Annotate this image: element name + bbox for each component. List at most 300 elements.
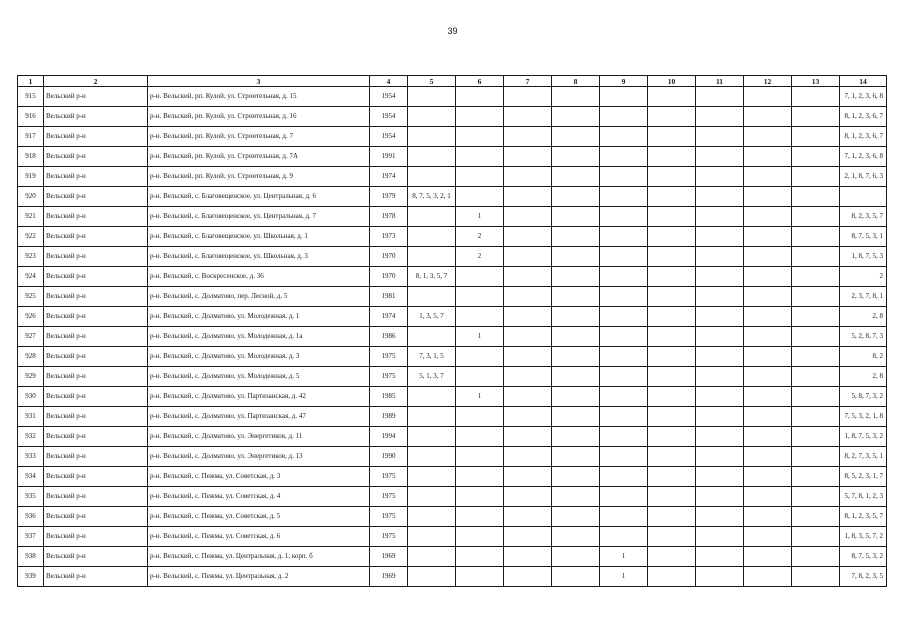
table-cell-col-10 — [648, 467, 696, 487]
table-cell-col-3: р-н. Вельский, рп. Кулой, ул. Строительная, д. 7А — [148, 147, 370, 167]
table-cell-col-13 — [792, 367, 840, 387]
table-cell-col-6 — [456, 407, 504, 427]
column-header-6: 6 — [456, 76, 504, 87]
table-cell-col-6 — [456, 487, 504, 507]
table-cell-col-4: 1969 — [370, 547, 408, 567]
table-cell-col-6 — [456, 467, 504, 487]
table-cell-col-3: р-н. Вельский, с. Долматово, ул. Партизанская, д. 47 — [148, 407, 370, 427]
table-cell-col-2: Вельский р-н — [44, 187, 148, 207]
table-cell-col-5: 8, 7, 5, 3, 2, 1 — [408, 187, 456, 207]
table-cell-col-8 — [552, 467, 600, 487]
table-cell-col-7 — [504, 227, 552, 247]
table-cell-col-3: р-н. Вельский, рп. Кулой, ул. Строительная, д. 9 — [148, 167, 370, 187]
table-row — [18, 527, 887, 547]
table-cell-col-9 — [600, 527, 648, 547]
table-cell-col-13 — [792, 507, 840, 527]
table-row — [18, 487, 887, 507]
table-cell-col-11 — [696, 307, 744, 327]
table-cell-col-9 — [600, 107, 648, 127]
table-cell-col-6: 1 — [456, 327, 504, 347]
table-cell-col-4: 1969 — [370, 567, 408, 587]
table-cell-col-7 — [504, 247, 552, 267]
table-cell-col-6 — [456, 367, 504, 387]
table-cell-col-14: 2, 1, 8, 7, 6, 3 — [840, 167, 887, 187]
table-cell-col-12 — [744, 167, 792, 187]
table-cell-col-8 — [552, 547, 600, 567]
table-cell-col-7 — [504, 427, 552, 447]
table-cell-col-11 — [696, 467, 744, 487]
table-cell-col-5 — [408, 87, 456, 107]
table-cell-col-3: р-н. Вельский, с. Воскресенское, д. 36 — [148, 267, 370, 287]
table-cell-col-1: 937 — [18, 527, 44, 547]
column-header-12: 12 — [744, 76, 792, 87]
table-cell-col-2: Вельский р-н — [44, 387, 148, 407]
table-cell-col-6 — [456, 127, 504, 147]
table-cell-col-4: 1986 — [370, 327, 408, 347]
table-row — [18, 507, 887, 527]
table-cell-col-8 — [552, 247, 600, 267]
table-row — [18, 407, 887, 427]
table-cell-col-14: 2, 8 — [840, 307, 887, 327]
table-body — [18, 87, 887, 587]
table-cell-col-5 — [408, 447, 456, 467]
table-cell-col-1: 929 — [18, 367, 44, 387]
table-cell-col-2: Вельский р-н — [44, 127, 148, 147]
table-cell-col-4: 1991 — [370, 147, 408, 167]
table-cell-col-3: р-н. Вельский, с. Благовещенское, ул. Центральная, д. 7 — [148, 207, 370, 227]
table-cell-col-13 — [792, 267, 840, 287]
table-cell-col-2: Вельский р-н — [44, 527, 148, 547]
table-cell-col-5 — [408, 127, 456, 147]
table-cell-col-1: 928 — [18, 347, 44, 367]
table-cell-col-11 — [696, 127, 744, 147]
table-cell-col-1: 932 — [18, 427, 44, 447]
table-cell-col-11 — [696, 527, 744, 547]
table-cell-col-10 — [648, 427, 696, 447]
table-cell-col-12 — [744, 367, 792, 387]
table-cell-col-12 — [744, 87, 792, 107]
table-cell-col-8 — [552, 367, 600, 387]
table-cell-col-7 — [504, 207, 552, 227]
table-cell-col-1: 920 — [18, 187, 44, 207]
table-cell-col-12 — [744, 227, 792, 247]
table-row — [18, 467, 887, 487]
table-cell-col-9 — [600, 267, 648, 287]
table-cell-col-5: 7, 3, 1, 5 — [408, 347, 456, 367]
table-row — [18, 167, 887, 187]
table-cell-col-7 — [504, 347, 552, 367]
table-cell-col-13 — [792, 347, 840, 367]
table-cell-col-5: 5, 1, 3, 7 — [408, 367, 456, 387]
table-cell-col-11 — [696, 87, 744, 107]
table-cell-col-8 — [552, 287, 600, 307]
table-cell-col-3: р-н. Вельский, с. Благовещенское, ул. Школьная, д. 1 — [148, 227, 370, 247]
table-cell-col-2: Вельский р-н — [44, 227, 148, 247]
table-cell-col-1: 926 — [18, 307, 44, 327]
table-cell-col-6 — [456, 307, 504, 327]
table-cell-col-2: Вельский р-н — [44, 467, 148, 487]
data-table — [17, 75, 887, 587]
table-cell-col-8 — [552, 387, 600, 407]
table-cell-col-4: 1954 — [370, 127, 408, 147]
table-cell-col-5 — [408, 427, 456, 447]
table-cell-col-10 — [648, 407, 696, 427]
table-cell-col-7 — [504, 327, 552, 347]
table-row — [18, 207, 887, 227]
table-cell-col-6: 2 — [456, 247, 504, 267]
table-cell-col-5 — [408, 107, 456, 127]
table-cell-col-14: 8, 1, 2, 3, 5, 7 — [840, 507, 887, 527]
table-cell-col-14: 7, 8, 2, 3, 5 — [840, 567, 887, 587]
table-cell-col-3: р-н. Вельский, с. Долматово, ул. Энергетиков, д. 11 — [148, 427, 370, 447]
table-row — [18, 547, 887, 567]
table-row — [18, 447, 887, 467]
table-cell-col-14: 5, 2, 8, 7, 3 — [840, 327, 887, 347]
table-cell-col-7 — [504, 447, 552, 467]
table-cell-col-11 — [696, 447, 744, 467]
table-cell-col-8 — [552, 327, 600, 347]
column-header-2: 2 — [44, 76, 148, 87]
table-cell-col-3: р-н. Вельский, рп. Кулой, ул. Строительная, д. 16 — [148, 107, 370, 127]
table-cell-col-1: 935 — [18, 487, 44, 507]
table-cell-col-8 — [552, 167, 600, 187]
table-cell-col-2: Вельский р-н — [44, 287, 148, 307]
table-cell-col-12 — [744, 447, 792, 467]
table-cell-col-14: 2, 8 — [840, 367, 887, 387]
table-cell-col-5 — [408, 527, 456, 547]
table-cell-col-4: 1975 — [370, 467, 408, 487]
table-cell-col-7 — [504, 407, 552, 427]
table-cell-col-7 — [504, 527, 552, 547]
column-header-9: 9 — [600, 76, 648, 87]
table-cell-col-3: р-н. Вельский, с. Долматово, ул. Партизанская, д. 42 — [148, 387, 370, 407]
table-header — [18, 76, 887, 87]
table-cell-col-1: 916 — [18, 107, 44, 127]
table-cell-col-3: р-н. Вельский, с. Пежма, ул. Советская, д. 4 — [148, 487, 370, 507]
table-cell-col-5: 8, 1, 3, 5, 7 — [408, 267, 456, 287]
table-row — [18, 367, 887, 387]
table-cell-col-13 — [792, 387, 840, 407]
table-cell-col-11 — [696, 107, 744, 127]
table-cell-col-4: 1975 — [370, 367, 408, 387]
table-cell-col-14: 1, 8, 7, 5, 3, 2 — [840, 427, 887, 447]
table-cell-col-6 — [456, 287, 504, 307]
table-cell-col-4: 1954 — [370, 107, 408, 127]
table-cell-col-11 — [696, 187, 744, 207]
table-cell-col-5 — [408, 487, 456, 507]
table-cell-col-2: Вельский р-н — [44, 327, 148, 347]
table-row — [18, 187, 887, 207]
table-cell-col-9 — [600, 287, 648, 307]
table-cell-col-13 — [792, 227, 840, 247]
table-cell-col-5 — [408, 547, 456, 567]
table-cell-col-1: 918 — [18, 147, 44, 167]
table-cell-col-11 — [696, 147, 744, 167]
table-cell-col-1: 923 — [18, 247, 44, 267]
table-row — [18, 147, 887, 167]
table-cell-col-9 — [600, 327, 648, 347]
table-cell-col-8 — [552, 267, 600, 287]
table-cell-col-13 — [792, 207, 840, 227]
table-cell-col-6 — [456, 527, 504, 547]
table-cell-col-14: 2, 3, 7, 8, 1 — [840, 287, 887, 307]
table-cell-col-5 — [408, 147, 456, 167]
table-cell-col-7 — [504, 507, 552, 527]
table-cell-col-10 — [648, 87, 696, 107]
table-cell-col-3: р-н. Вельский, с. Долматово, пер. Лесной, д. 5 — [148, 287, 370, 307]
table-cell-col-14: 8, 7, 5, 3, 2 — [840, 547, 887, 567]
table-cell-col-9 — [600, 227, 648, 247]
table-cell-col-11 — [696, 167, 744, 187]
table-cell-col-6 — [456, 147, 504, 167]
table-cell-col-10 — [648, 187, 696, 207]
table-cell-col-12 — [744, 467, 792, 487]
table-cell-col-2: Вельский р-н — [44, 147, 148, 167]
table-cell-col-3: р-н. Вельский, с. Долматово, ул. Молодежная, д. 1 — [148, 307, 370, 327]
table-row — [18, 307, 887, 327]
table-cell-col-1: 934 — [18, 467, 44, 487]
table-cell-col-12 — [744, 107, 792, 127]
table-cell-col-13 — [792, 127, 840, 147]
table-cell-col-10 — [648, 107, 696, 127]
column-header-14: 14 — [840, 76, 887, 87]
table-cell-col-12 — [744, 287, 792, 307]
table-cell-col-12 — [744, 307, 792, 327]
table-cell-col-13 — [792, 527, 840, 547]
table-cell-col-11 — [696, 407, 744, 427]
table-cell-col-10 — [648, 127, 696, 147]
table-cell-col-7 — [504, 87, 552, 107]
table-cell-col-4: 1994 — [370, 427, 408, 447]
table-cell-col-10 — [648, 527, 696, 547]
table-cell-col-6 — [456, 87, 504, 107]
table-cell-col-12 — [744, 127, 792, 147]
table-cell-col-2: Вельский р-н — [44, 407, 148, 427]
column-header-1: 1 — [18, 76, 44, 87]
table-cell-col-9 — [600, 87, 648, 107]
table-cell-col-12 — [744, 247, 792, 267]
table-cell-col-8 — [552, 447, 600, 467]
table-cell-col-6 — [456, 347, 504, 367]
table-cell-col-5 — [408, 207, 456, 227]
table-cell-col-12 — [744, 147, 792, 167]
table-row — [18, 327, 887, 347]
table-cell-col-9 — [600, 147, 648, 167]
table-cell-col-7 — [504, 167, 552, 187]
table-cell-col-8 — [552, 107, 600, 127]
table-cell-col-12 — [744, 547, 792, 567]
table-cell-col-13 — [792, 427, 840, 447]
table-cell-col-1: 930 — [18, 387, 44, 407]
table-cell-col-13 — [792, 467, 840, 487]
table-cell-col-7 — [504, 367, 552, 387]
table-cell-col-1: 931 — [18, 407, 44, 427]
table-cell-col-3: р-н. Вельский, с. Долматово, ул. Молодежная, д. 5 — [148, 367, 370, 387]
table-cell-col-1: 924 — [18, 267, 44, 287]
table-cell-col-8 — [552, 407, 600, 427]
table-cell-col-7 — [504, 567, 552, 587]
table-cell-col-2: Вельский р-н — [44, 487, 148, 507]
table-cell-col-2: Вельский р-н — [44, 247, 148, 267]
table-cell-col-11 — [696, 427, 744, 447]
table-cell-col-9 — [600, 207, 648, 227]
table-cell-col-12 — [744, 267, 792, 287]
table-cell-col-6: 1 — [456, 207, 504, 227]
table-cell-col-8 — [552, 87, 600, 107]
table-row — [18, 267, 887, 287]
table-cell-col-11 — [696, 567, 744, 587]
table-cell-col-14: 8, 1, 2, 3, 6, 7 — [840, 127, 887, 147]
table-cell-col-9: 1 — [600, 567, 648, 587]
page-number: 39 — [447, 26, 458, 36]
table-cell-col-12 — [744, 347, 792, 367]
table-cell-col-11 — [696, 247, 744, 267]
table-cell-col-1: 933 — [18, 447, 44, 467]
table-cell-col-1: 921 — [18, 207, 44, 227]
table-cell-col-3: р-н. Вельский, с. Благовещенское, ул. Школьная, д. 3 — [148, 247, 370, 267]
table-cell-col-14 — [840, 187, 887, 207]
table-cell-col-7 — [504, 147, 552, 167]
table-cell-col-11 — [696, 207, 744, 227]
table-cell-col-5 — [408, 407, 456, 427]
table-cell-col-3: р-н. Вельский, с. Пежма, ул. Центральная, д. 1, корп. б — [148, 547, 370, 567]
table-cell-col-11 — [696, 227, 744, 247]
table-cell-col-5 — [408, 387, 456, 407]
table-cell-col-4: 1975 — [370, 347, 408, 367]
table-cell-col-4: 1974 — [370, 167, 408, 187]
table-row — [18, 567, 887, 587]
table-cell-col-7 — [504, 547, 552, 567]
table-cell-col-6 — [456, 447, 504, 467]
column-header-3: 3 — [148, 76, 370, 87]
table-cell-col-9 — [600, 447, 648, 467]
table-cell-col-8 — [552, 147, 600, 167]
table-row — [18, 287, 887, 307]
table-cell-col-13 — [792, 407, 840, 427]
table-cell-col-1: 939 — [18, 567, 44, 587]
table-cell-col-14: 8, 2, 7, 3, 5, 1 — [840, 447, 887, 467]
table-cell-col-3: р-н. Вельский, с. Пежма, ул. Советская, д. 5 — [148, 507, 370, 527]
table-cell-col-10 — [648, 447, 696, 467]
table-cell-col-3: р-н. Вельский, с. Благовещенское, ул. Центральная, д. 6 — [148, 187, 370, 207]
column-header-8: 8 — [552, 76, 600, 87]
column-header-7: 7 — [504, 76, 552, 87]
table-cell-col-4: 1970 — [370, 247, 408, 267]
table-cell-col-10 — [648, 487, 696, 507]
table-cell-col-9 — [600, 427, 648, 447]
table-cell-col-8 — [552, 187, 600, 207]
table-cell-col-6: 1 — [456, 387, 504, 407]
column-header-13: 13 — [792, 76, 840, 87]
table-cell-col-14: 7, 5, 3, 2, 1, 8 — [840, 407, 887, 427]
table-cell-col-7 — [504, 487, 552, 507]
table-cell-col-11 — [696, 327, 744, 347]
table-cell-col-10 — [648, 347, 696, 367]
table-cell-col-9: 1 — [600, 547, 648, 567]
table-row — [18, 127, 887, 147]
table-cell-col-14: 8, 1, 2, 3, 6, 7 — [840, 107, 887, 127]
table-cell-col-10 — [648, 207, 696, 227]
table-cell-col-8 — [552, 507, 600, 527]
table-cell-col-9 — [600, 507, 648, 527]
table-cell-col-13 — [792, 307, 840, 327]
table-cell-col-1: 922 — [18, 227, 44, 247]
table-cell-col-8 — [552, 227, 600, 247]
table-row — [18, 247, 887, 267]
table-cell-col-7 — [504, 107, 552, 127]
table-cell-col-5 — [408, 227, 456, 247]
table-cell-col-3: р-н. Вельский, рп. Кулой, ул. Строительная, д. 15 — [148, 87, 370, 107]
table-cell-col-14: 7, 1, 2, 3, 6, 8 — [840, 147, 887, 167]
table-cell-col-6: 2 — [456, 227, 504, 247]
table-cell-col-4: 1975 — [370, 507, 408, 527]
table-cell-col-10 — [648, 267, 696, 287]
table-cell-col-7 — [504, 467, 552, 487]
table-cell-col-5 — [408, 167, 456, 187]
column-header-11: 11 — [696, 76, 744, 87]
table-cell-col-2: Вельский р-н — [44, 107, 148, 127]
table-cell-col-7 — [504, 267, 552, 287]
table-cell-col-5 — [408, 567, 456, 587]
table-cell-col-13 — [792, 287, 840, 307]
table-row — [18, 387, 887, 407]
table-cell-col-14: 8, 5, 2, 3, 1, 7 — [840, 467, 887, 487]
table-cell-col-13 — [792, 487, 840, 507]
table-cell-col-4: 1970 — [370, 267, 408, 287]
table-row — [18, 427, 887, 447]
table-cell-col-1: 927 — [18, 327, 44, 347]
table-cell-col-10 — [648, 567, 696, 587]
table-cell-col-2: Вельский р-н — [44, 167, 148, 187]
table-cell-col-1: 915 — [18, 87, 44, 107]
table-row — [18, 87, 887, 107]
table-cell-col-11 — [696, 507, 744, 527]
table-cell-col-9 — [600, 247, 648, 267]
table-cell-col-2: Вельский р-н — [44, 207, 148, 227]
table-cell-col-2: Вельский р-н — [44, 507, 148, 527]
table-cell-col-4: 1981 — [370, 287, 408, 307]
table-cell-col-10 — [648, 287, 696, 307]
table-cell-col-13 — [792, 547, 840, 567]
table-cell-col-4: 1973 — [370, 227, 408, 247]
table-cell-col-10 — [648, 367, 696, 387]
table-cell-col-10 — [648, 147, 696, 167]
table-cell-col-13 — [792, 167, 840, 187]
table-cell-col-2: Вельский р-н — [44, 307, 148, 327]
table-cell-col-4: 1990 — [370, 447, 408, 467]
table-cell-col-12 — [744, 427, 792, 447]
table-cell-col-12 — [744, 387, 792, 407]
table-cell-col-10 — [648, 547, 696, 567]
table-cell-col-7 — [504, 387, 552, 407]
table-cell-col-2: Вельский р-н — [44, 427, 148, 447]
table-cell-col-2: Вельский р-н — [44, 347, 148, 367]
table-cell-col-5 — [408, 247, 456, 267]
table-cell-col-4: 1989 — [370, 407, 408, 427]
table-cell-col-6 — [456, 507, 504, 527]
table-cell-col-5 — [408, 287, 456, 307]
table-cell-col-14: 7, 1, 2, 3, 6, 8 — [840, 87, 887, 107]
table-cell-col-6 — [456, 427, 504, 447]
table-cell-col-13 — [792, 187, 840, 207]
table-cell-col-2: Вельский р-н — [44, 447, 148, 467]
table-cell-col-5 — [408, 467, 456, 487]
table-cell-col-13 — [792, 147, 840, 167]
table-cell-col-10 — [648, 327, 696, 347]
table-cell-col-14: 8, 2, 3, 5, 7 — [840, 207, 887, 227]
table-cell-col-4: 1974 — [370, 307, 408, 327]
table-cell-col-9 — [600, 167, 648, 187]
